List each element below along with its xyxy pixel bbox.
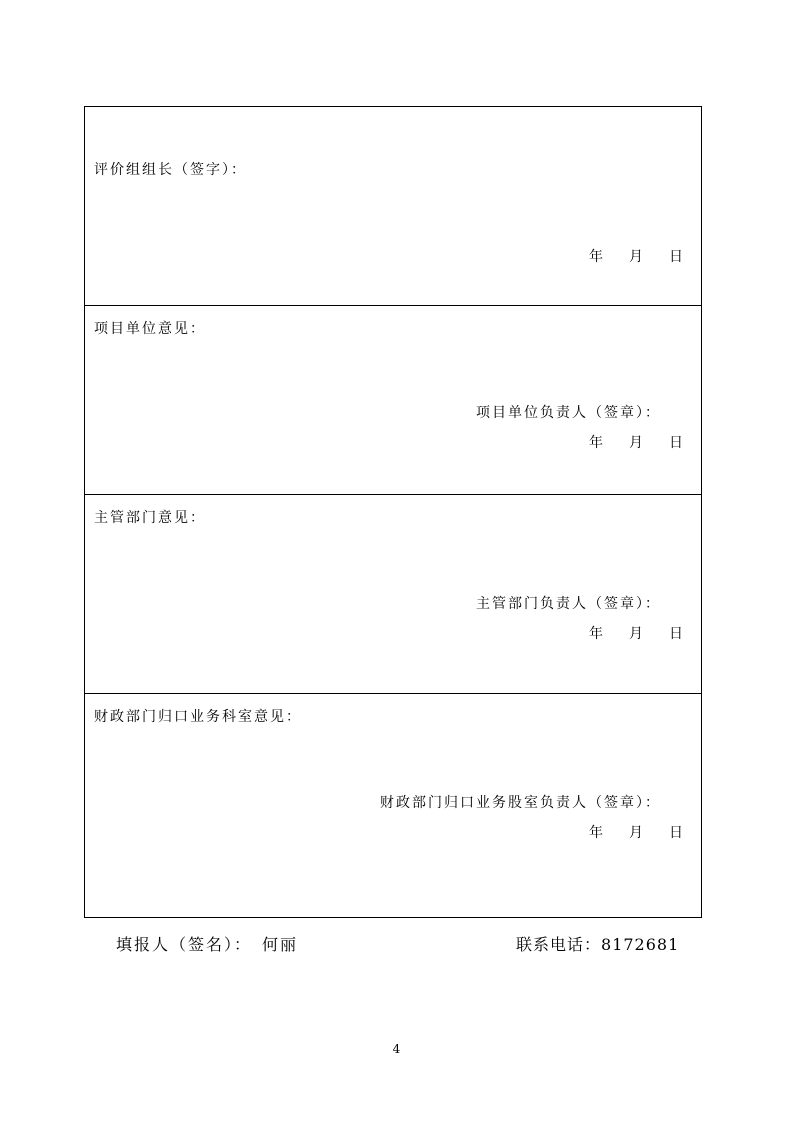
approval-form-table bbox=[84, 106, 702, 918]
date-day: 日 bbox=[669, 626, 683, 642]
section-project-unit bbox=[85, 306, 701, 495]
filler-name: 何丽 bbox=[262, 935, 299, 954]
section-finance-department bbox=[85, 694, 701, 917]
filler-signature bbox=[116, 932, 298, 955]
date-day: 日 bbox=[669, 825, 683, 841]
date-month: 月 bbox=[629, 825, 643, 841]
project-unit-signer-label: 项目单位负责人（签章）： bbox=[476, 405, 661, 421]
filler-label: 填报人（签名）： bbox=[116, 935, 253, 954]
page-number: 4 bbox=[392, 1042, 401, 1056]
date-day: 日 bbox=[669, 249, 683, 265]
phone-label: 联系电话： bbox=[516, 935, 602, 954]
section-evaluation-leader bbox=[85, 107, 701, 306]
competent-department-opinion-label: 主管部门意见： bbox=[94, 510, 206, 526]
finance-department-signer-label: 财政部门归口业务股室负责人（签章）： bbox=[380, 795, 661, 811]
competent-department-signer-label: 主管部门负责人（签章）： bbox=[476, 596, 661, 612]
date-year: 年 bbox=[589, 825, 603, 841]
date-month: 月 bbox=[629, 249, 643, 265]
section-competent-department bbox=[85, 495, 701, 694]
evaluation-leader-label: 评价组组长（签字）： bbox=[94, 162, 247, 178]
contact-phone bbox=[516, 932, 679, 955]
date-month: 月 bbox=[629, 435, 643, 451]
date-year: 年 bbox=[589, 249, 603, 265]
date-year: 年 bbox=[589, 626, 603, 642]
project-unit-opinion-label: 项目单位意见： bbox=[94, 321, 206, 337]
date-day: 日 bbox=[669, 435, 683, 451]
date-year: 年 bbox=[589, 435, 603, 451]
finance-department-opinion-label: 财政部门归口业务科室意见： bbox=[94, 709, 302, 725]
phone-value: 8172681 bbox=[601, 935, 680, 954]
date-month: 月 bbox=[629, 626, 643, 642]
